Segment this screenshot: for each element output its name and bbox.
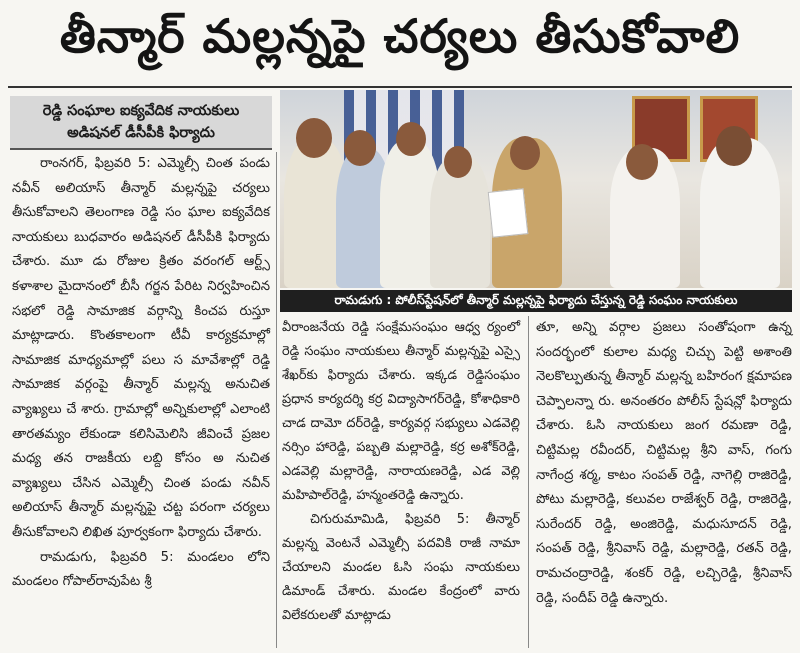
column-separator-1 (276, 152, 277, 648)
subheading-line-2: అడిషనల్ డీసీపీకి ఫిర్యాదు (67, 125, 215, 141)
column-1-paragraph-2: రామడుగు, ఫిబ్రవరి 5: మండలం లోని మండలం గోపాల్‌రావుపేట శ్రీ (12, 549, 270, 590)
column-separator-2 (528, 316, 529, 648)
subheading-box (10, 96, 272, 150)
photo-caption: రామడుగు : పోలీస్‌స్టేషన్‌లో తీన్మార్ మల్లన్నపై ఫిర్యాదు చేస్తున్న రెడ్డి సంఘం నాయకులు (280, 290, 792, 312)
headline: తీన్మార్ మల్లన్నపై చర్యలు తీసుకోవాలి (59, 9, 741, 63)
headline-rule (8, 86, 792, 88)
column-2-paragraph-2: చిగురుమామిడి, ఫిబ్రవరి 5: తీన్మార్ మల్లన్న వెంటనే ఎమ్మెల్సీ పదవికి రాజీ నామా చేయాలని మండల ఓసి సంఘ నాయకులు డిమాండ్ చేశారు. మండల కేంద్రంలో వారు విలేకరులతో మాట్లాడు (282, 512, 520, 623)
article-column-1 (12, 152, 270, 648)
person-2-head (344, 130, 376, 166)
column-2-paragraph-1: వీరాంజనేయ రెడ్డి సంక్షేమసంఘం ఆధ్వ ర్యంలో రెడ్డి సంఘం నాయకులు తీన్మార్ మల్లన్నపై ఎస్సై శేఖర్‌కు ఫిర్యాదు చేశారు. ఇక్కడ రెడ్డిసంఘం ప్రధాన కార్యదర్శి కర్ర విద్యాసాగర్‌రెడ్డి, కోశాధికారి చాడ దామో దర్‌రెడ్డి, కార్యవర్గ సభ్యులు ఎడవెల్లి నర్సిం హారెడ్డి, పబ్బతి మల్లారెడ్డి, కర్ర అశోక్‌రెడ్డి, ఎడవెల్లి మల్లారెడ్డి, నారాయణరెడ్డి, ఎడ వెల్లి మహిపాల్‌రెడ్డి, హన్మంతరెడ్డి ఉన్నారు. (282, 320, 520, 503)
news-photo (280, 90, 792, 288)
complaint-document (488, 188, 529, 238)
column-3-paragraph-1: తూ, అన్ని వర్గాల ప్రజలు సంతోషంగా ఉన్న సందర్భంలో కులాల మధ్య చిచ్చు పెట్టి అశాంతి నెలకొల్పుతున్న తీన్మార్ మల్లన్న బహిరంగ క్షమాపణ చెప్పాలన్నా రు. అనంతరం పోలీస్ స్టేషన్లో ఫిర్యాదు చేశారు. ఓసి నాయకులు జంగ రమణా రెడ్డి, చిట్టిమల్ల రవీందర్, చిట్టిమల్ల శ్రీని వాస్, గంగు నాగేంద్ర శర్మ, కాటం సంపత్ రెడ్డి, నాగెల్లి రాజిరెడ్డి, పోటు మల్లారెడ్డి, కలువల రాజేశ్వర్ రెడ్డి, రాజిరెడ్డి, సురేందర్ రెడ్డి, అంజిరెడ్డి, మధుసూదన్ రెడ్డి, సంపత్ రెడ్డి, శ్రీనివాస్ రెడ్డి, మల్లారెడ్డి, రతన్ రెడ్డి, రామచంద్రారెడ్డి, శంకర్ రెడ్డి, లచ్చిరెడ్డి, శ్రీనివాస్ రెడ్డి, సందీప్ రెడ్డి ఉన్నారు. (536, 320, 792, 606)
person-5-head (626, 144, 658, 180)
person-4-head (444, 146, 472, 178)
column-1-paragraph-1: రాంనగర్, ఫిబ్రవరి 5: ఎమ్మెల్సీ చింత పండు నవీన్ అలియాస్ తీన్మార్ మల్లన్నపై చర్యలు తీసుకోవాలని తెలంగాణ రెడ్డి సం ఘాల ఐక్యవేదిక నాయకులు బుధవారం అడిషనల్ డీసీపీకి ఫిర్యాదు చేశారు. మూ డు రోజుల క్రితం వరంగల్ ఆర్ట్స్ కళాశాల మైదానంలో బీసీ గర్జన పేరిట నిర్వహించిన సభలో రెడ్డి సామాజిక వర్గాన్ని కించప రుస్తూ మాట్లాడారు. కొంతకాలంగా టీవీ కార్యక్రమాల్లో సామాజిక మాధ్యమాల్లో పలు స మావేశాల్లో రెడ్డి సామాజిక వర్గంపై తీన్మార్ మల్లన్న అనుచిత వ్యాఖ్యలు చే శారు. గ్రామాల్లో అన్నికులాల్లో ఎలాంటి తారతమ్యం లేకుండా కలిసిమెలిసి జీవించే ప్రజల మధ్య తన రాజకీయ లబ్ది కోసం అ నుచిత వ్యాఖ్యలు చేసిన ఎమ్మెల్సీ చింత పండు నవీన్ అలియాస్ తీన్మార్ మల్లన్నపై చట్ట పరంగా చర్యలు తీసుకోవాలని లిఖిత పూర్వకంగా ఫిర్యాదు చేశారు. (12, 156, 270, 540)
person-1-head (296, 118, 332, 158)
article-column-2 (282, 316, 520, 648)
subheading-line-1: రెడ్డి సంఘాల ఐక్యవేదిక నాయకులు (42, 103, 240, 119)
person-3-head (396, 122, 426, 156)
person-6-head (716, 126, 752, 166)
article-column-3 (536, 316, 792, 648)
person-officer-head (510, 136, 540, 170)
